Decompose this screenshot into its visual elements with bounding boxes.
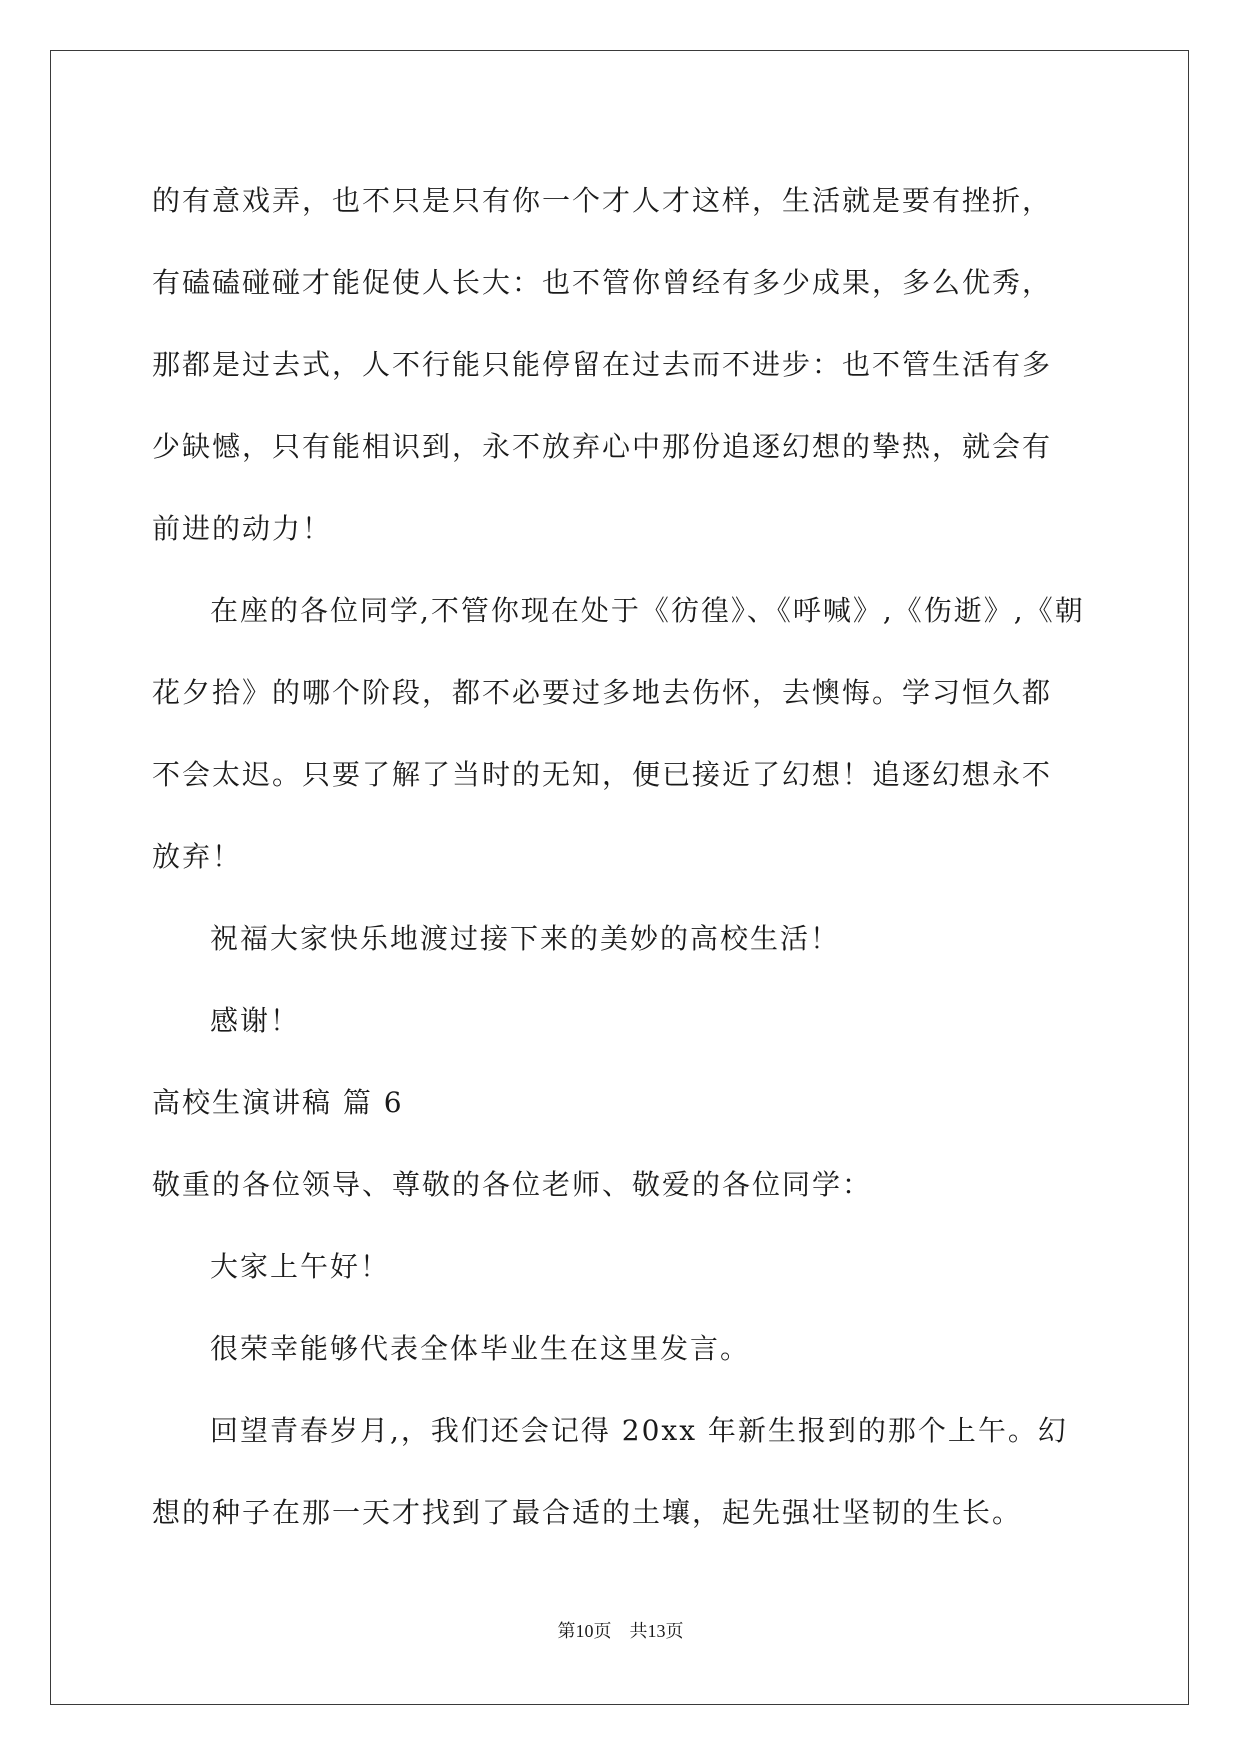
section-heading	[152, 1062, 1092, 1144]
paragraph	[152, 980, 1092, 1062]
text-line: 很荣幸能够代表全体毕业生在这里发言。	[210, 1332, 751, 1365]
paragraph	[152, 898, 1092, 980]
page-total: 共13页	[629, 1621, 684, 1641]
text-line: 感谢！	[210, 1004, 301, 1037]
paragraph	[152, 1308, 1092, 1390]
paragraph	[152, 1390, 1092, 1554]
text-line: 高校生演讲稿 篇 6	[152, 1086, 404, 1119]
text-line: 敬重的各位领导、尊敬的各位老师、敬爱的各位同学：	[152, 1168, 873, 1201]
page-number: 第10页	[557, 1621, 612, 1641]
text-line: 放弃！	[152, 840, 243, 873]
paragraph	[152, 1144, 1092, 1226]
text-line: 大家上午好！	[210, 1250, 391, 1283]
document-body	[152, 160, 1092, 1554]
text-line: 有磕磕碰碰才能促使人长大：也不管你曾经有多少成果，多么优秀，	[152, 266, 1053, 299]
text-line: 前进的动力！	[152, 512, 333, 545]
text-line: 想的种子在那一天才找到了最合适的土壤，起先强壮坚韧的生长。	[152, 1496, 1023, 1529]
text-line: 在座的各位同学,不管你现在处于《彷徨》、《呼喊》,《伤逝》,《朝	[210, 594, 1085, 627]
text-line: 回望青春岁月,，我们还会记得 20xx 年新生报到的那个上午。幻	[210, 1414, 1068, 1447]
paragraph	[152, 570, 1092, 898]
text-line: 的有意戏弄，也不只是只有你一个才人才这样，生活就是要有挫折，	[152, 184, 1053, 217]
text-line: 祝福大家快乐地渡过接下来的美妙的高校生活！	[210, 922, 841, 955]
text-line: 少缺憾，只有能相识到，永不放弃心中那份追逐幻想的挚热，就会有	[152, 430, 1053, 463]
text-line: 不会太迟。只要了解了当时的无知，便已接近了幻想！追逐幻想永不	[152, 758, 1053, 791]
text-line: 花夕拾》的哪个阶段，都不必要过多地去伤怀，去懊悔。学习恒久都	[152, 676, 1053, 709]
paragraph	[152, 1226, 1092, 1308]
page-footer	[0, 1617, 1241, 1643]
text-line: 那都是过去式，人不行能只能停留在过去而不进步：也不管生活有多	[152, 348, 1053, 381]
paragraph	[152, 160, 1092, 570]
